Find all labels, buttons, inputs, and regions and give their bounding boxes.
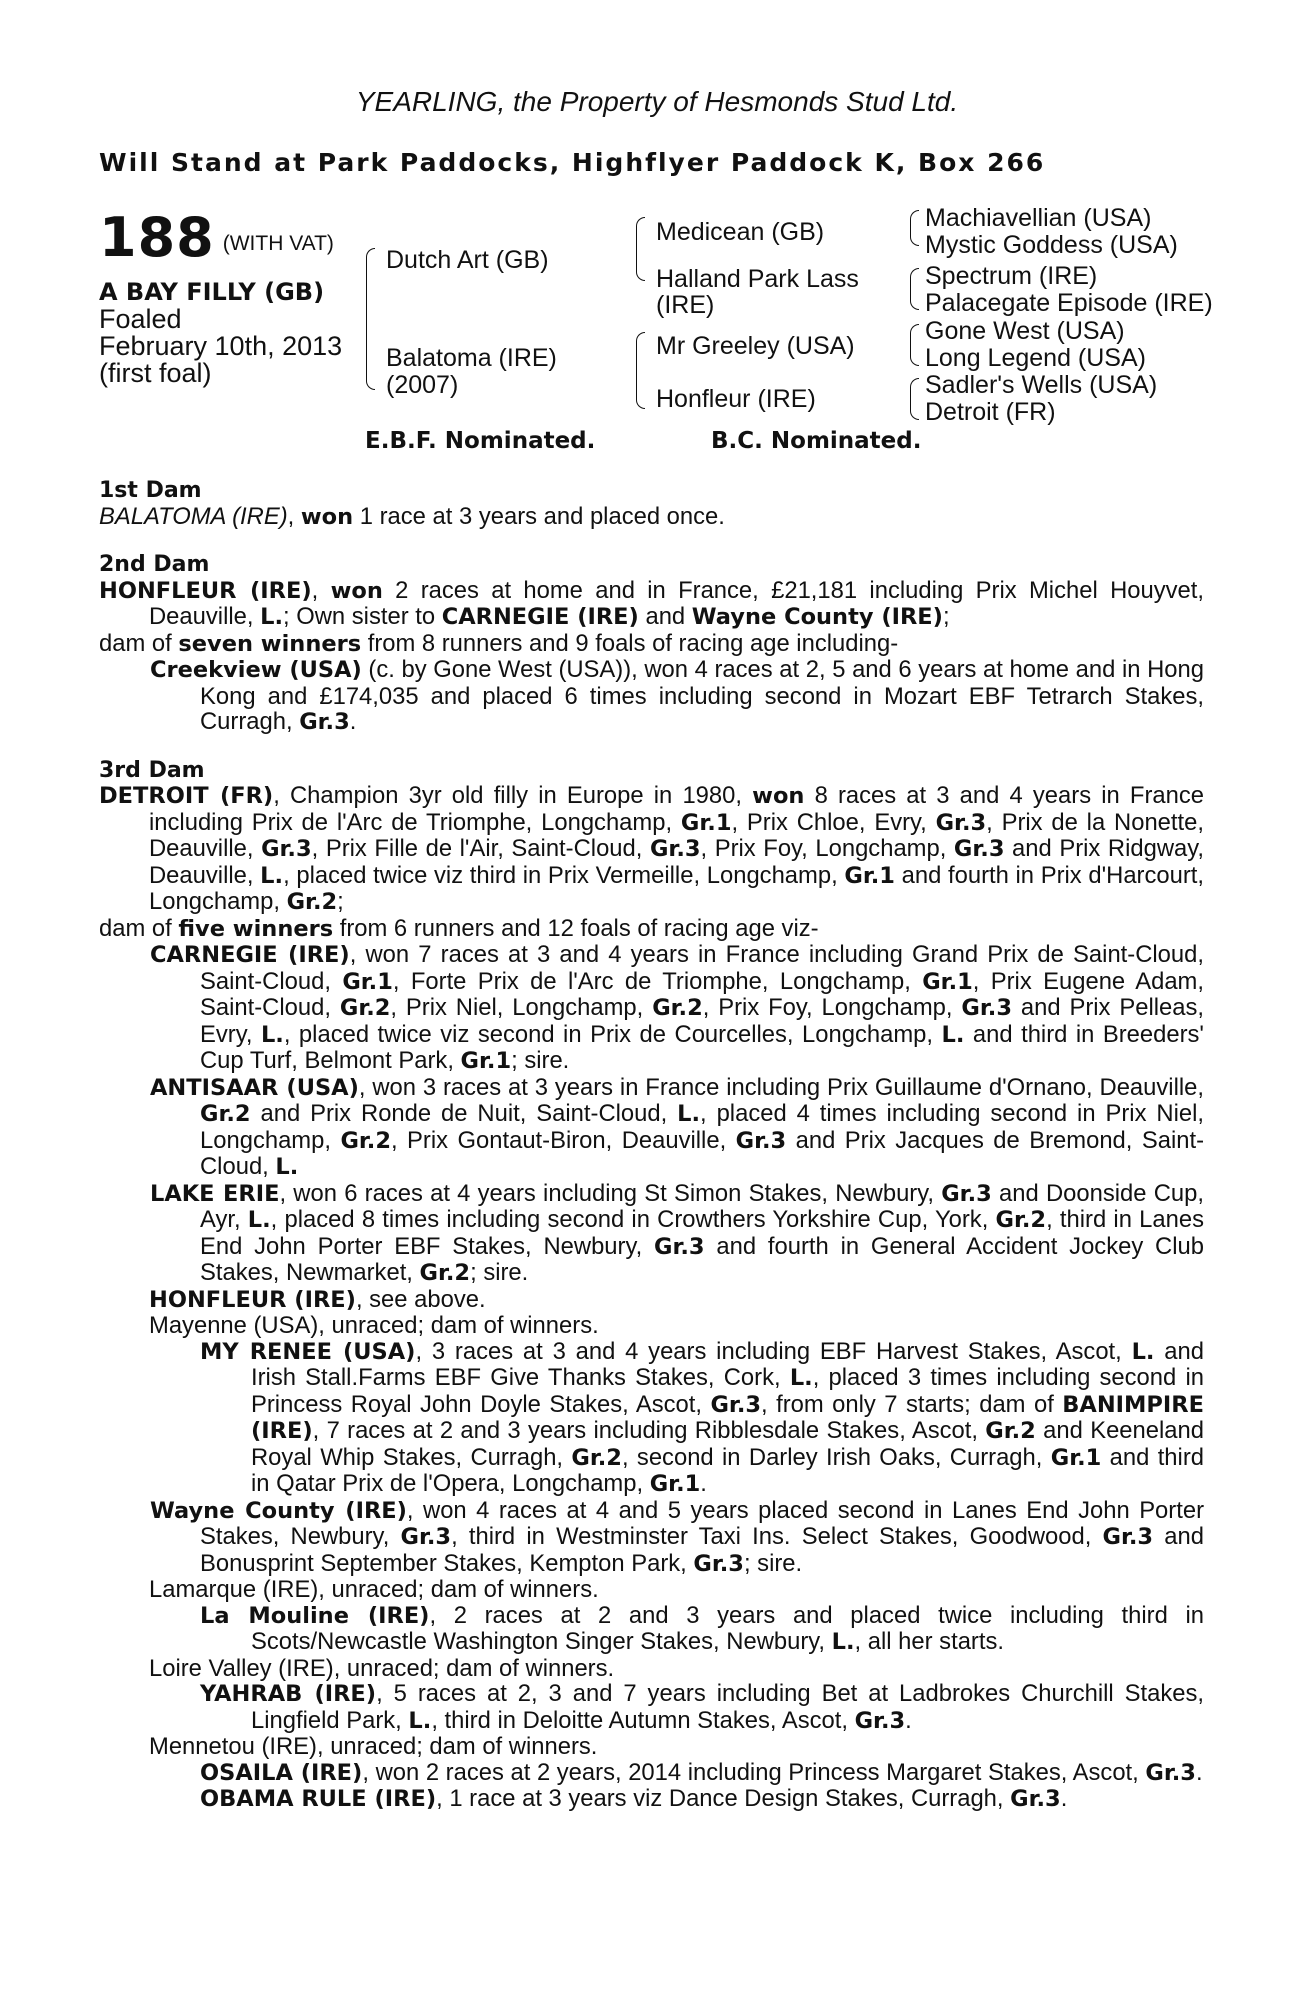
bold-text: L.: [789, 1365, 813, 1391]
foaled-date: February 10th, 2013: [99, 331, 343, 361]
text-run: , Prix Foy, Longchamp,: [702, 994, 962, 1021]
text-run: , from only 7 starts; dam of: [761, 1390, 1063, 1418]
third-dam-paragraph: [99, 1786, 1204, 1813]
stand-location: Will Stand at Park Paddocks, Highflyer Paddock K, Box 266: [99, 148, 1046, 177]
text-run: and Prix Ronde de Nuit, Saint-Cloud,: [250, 1100, 678, 1127]
first-dam-heading: 1st Dam: [99, 478, 202, 503]
dam-dam: Honfleur (IRE): [656, 385, 816, 413]
text-run: and Prix Pelleas, Evry,: [200, 994, 1205, 1048]
bold-text: Gr.3: [1010, 1786, 1061, 1812]
text-run: , won 7 races at 3 and 4 years in France including Grand Prix de Saint-Cloud, Saint-Cloud,: [200, 941, 1204, 995]
second-dam-paragraph: [99, 657, 1204, 736]
dam: Balatoma (IRE): [386, 344, 557, 372]
dam-sire: Mr Greeley (USA): [656, 332, 855, 360]
sire: Dutch Art (GB): [386, 246, 549, 274]
bold-text: MY RENEE (USA): [200, 1338, 416, 1365]
text-run: , won 2 races at 2 years, 2014 including Princess Margaret Stakes, Ascot,: [362, 1758, 1146, 1786]
bold-text: Gr.1: [649, 1471, 701, 1497]
text-run: dam of: [99, 914, 179, 942]
text-run: ; sire.: [470, 1259, 529, 1286]
bold-text: La Mouline (IRE): [200, 1602, 430, 1629]
text-run: .: [700, 1470, 707, 1497]
text-run: , placed 3 times including second in Princess Royal John Doyle Stakes, Ascot,: [251, 1364, 1205, 1418]
text-run: and fourth in Prix d'Harcourt, Longchamp,: [149, 861, 1205, 915]
bold-text: won: [330, 577, 383, 604]
bold-text: Gr.3: [654, 1233, 705, 1260]
bold-text: Gr.3: [941, 1180, 992, 1207]
ebf-nominated: E.B.F. Nominated.: [365, 428, 596, 454]
text-run: , Prix Gontaut-Biron, Deauville,: [391, 1126, 736, 1154]
third-dam-paragraph: [99, 942, 1204, 1075]
grandsire-4: Sadler's Wells (USA): [925, 371, 1158, 399]
bold-text: Gr.3: [261, 836, 312, 862]
bold-text: Gr.2: [571, 1444, 622, 1471]
bold-text: Gr.3: [961, 995, 1012, 1021]
bold-text: Gr.1: [1050, 1444, 1102, 1471]
bold-text: CARNEGIE (IRE): [441, 604, 639, 630]
text-run: , Prix de la Nonette, Deauville,: [149, 808, 1204, 862]
text-run: Loire Valley (IRE), unraced; dam of winners.: [149, 1654, 615, 1682]
third-dam-paragraph: [99, 1656, 1204, 1682]
third-dam-paragraph: [99, 1577, 1204, 1603]
bold-text: HONFLEUR (IRE): [99, 577, 312, 604]
bold-text: BANIMPIRE (IRE): [251, 1391, 1204, 1444]
bold-text: L.: [408, 1707, 432, 1734]
bold-text: CARNEGIE (IRE): [150, 942, 350, 968]
second-dam-heading: 2nd Dam: [99, 552, 210, 577]
text-run: , Champion 3yr old filly in Europe in 1980,: [273, 782, 753, 809]
bold-text: DETROIT (FR): [99, 783, 274, 809]
bold-text: Gr.3: [710, 1391, 762, 1418]
text-run: , 1 race at 3 years viz Dance Design Stakes, Curragh,: [436, 1785, 1011, 1812]
text-run: 1 race at 3 years and placed once.: [353, 502, 725, 530]
third-dam-paragraph: [99, 1075, 1204, 1181]
bold-text: OBAMA RULE (IRE): [200, 1786, 437, 1812]
text-run: and Prix Ridgway, Deauville,: [149, 835, 1205, 889]
bold-text: Gr.1: [680, 809, 732, 836]
third-dam-paragraph: [99, 1603, 1204, 1656]
text-run: ; sire.: [511, 1047, 570, 1074]
bold-text: Gr.2: [995, 1207, 1047, 1233]
text-run: ,: [311, 576, 331, 604]
italic-text: BALATOMA (IRE): [99, 502, 288, 530]
text-run: Mennetou (IRE), unraced; dam of winners.: [149, 1733, 598, 1760]
text-run: , won 4 races at 4 and 5 years placed second in Lanes End John Porter Stakes, Newbury,: [200, 1496, 1204, 1550]
third-dam-heading: 3rd Dam: [99, 757, 205, 783]
text-run: ,: [287, 502, 301, 530]
sire-dam-country: (IRE): [656, 291, 715, 319]
bold-text: Gr.1: [460, 1048, 512, 1074]
text-run: and third in Qatar Prix de l'Opera, Longchamp,: [251, 1443, 1204, 1497]
vat-note: (WITH VAT): [222, 232, 334, 255]
bold-text: Gr.3: [735, 1127, 787, 1154]
text-run: and Doonside Cup, Ayr,: [200, 1179, 1204, 1233]
bold-text: Gr.2: [339, 995, 391, 1021]
bold-text: Gr.3: [935, 809, 987, 836]
text-run: , Prix Fille de l'Air, Saint-Cloud,: [311, 835, 650, 862]
text-run: , second in Darley Irish Oaks, Curragh,: [621, 1443, 1051, 1471]
text-run: .: [349, 708, 357, 735]
text-run: 2 races at home and in France, £21,181 including Prix Michel Houyvet, Deauville,: [149, 576, 1204, 630]
bold-text: five winners: [178, 915, 334, 942]
second-dam-text: [99, 578, 1204, 736]
text-run: dam of: [99, 629, 179, 657]
third-dam-paragraph: [99, 1681, 1204, 1734]
text-run: ; sire.: [743, 1549, 803, 1577]
third-dam-paragraph: [99, 1339, 1204, 1498]
text-run: , 5 races at 2, 3 and 7 years including Bet at Ladbrokes Churchill Stakes, Lingfield Park,: [251, 1680, 1204, 1734]
text-run: and Bonusprint September Stakes, Kempton Park,: [200, 1523, 1204, 1577]
bc-nominated: B.C. Nominated.: [711, 428, 922, 454]
bold-text: YAHRAB (IRE): [200, 1681, 377, 1707]
third-dam-text: [99, 783, 1204, 1813]
text-run: .: [1195, 1758, 1203, 1786]
second-dam-paragraph: [99, 631, 1204, 658]
bold-text: L.: [831, 1629, 855, 1655]
bold-text: Gr.1: [844, 862, 895, 889]
brace: [910, 268, 919, 310]
text-run: Mayenne (USA), unraced; dam of winners.: [149, 1312, 599, 1339]
lot-block: [99, 206, 343, 388]
third-dam-paragraph: [99, 916, 1204, 943]
granddam-1: Mystic Goddess (USA): [925, 231, 1178, 259]
text-run: , placed twice viz second in Prix de Courcelles, Longchamp,: [283, 1020, 942, 1048]
bold-text: Gr.3: [1102, 1524, 1154, 1550]
bold-text: Gr.2: [286, 889, 338, 915]
text-run: , Prix Niel, Longchamp,: [390, 994, 653, 1021]
bold-text: HONFLEUR (IRE): [149, 1286, 356, 1313]
third-dam-paragraph: [99, 1313, 1204, 1339]
text-run: .: [1060, 1785, 1068, 1812]
text-run: 8 races at 3 and 4 years in France including Prix de l'Arc de Triomphe, Longchamp,: [149, 782, 1204, 836]
text-run: , third in Deloitte Autumn Stakes, Ascot,: [431, 1706, 855, 1734]
grandsire-1: Machiavellian (USA): [925, 204, 1152, 232]
text-run: and: [638, 603, 692, 630]
lot-name: A BAY FILLY (GB): [99, 278, 325, 306]
text-run: and Keeneland Royal Whip Stakes, Curragh,: [251, 1417, 1205, 1471]
text-run: and Prix Jacques de Bremond, Saint-Cloud,: [200, 1126, 1205, 1180]
bold-text: Gr.3: [1145, 1759, 1196, 1786]
bold-text: Creekview (USA): [150, 657, 362, 683]
text-run: ; Own sister to: [283, 603, 442, 630]
text-run: .: [905, 1706, 912, 1734]
text-run: , third in Lanes End John Porter EBF Stakes, Newbury,: [200, 1206, 1204, 1260]
text-run: and Irish Stall.Farms EBF Give Thanks Stakes, Cork,: [251, 1337, 1204, 1391]
bold-text: Gr.2: [652, 995, 703, 1021]
produce-record: [99, 478, 1204, 1813]
text-run: ;: [337, 888, 344, 915]
third-dam-paragraph: [99, 783, 1204, 916]
bold-text: Gr.2: [340, 1127, 391, 1154]
text-run: from 8 runners and 9 foals of racing age including-: [361, 629, 899, 657]
catalogue-heading: YEARLING, the Property of Hesmonds Stud Ltd.: [355, 86, 959, 117]
brace: [366, 248, 375, 390]
bold-text: Wayne County (IRE): [691, 604, 943, 630]
text-run: ;: [942, 603, 950, 630]
bold-text: L.: [275, 1154, 299, 1180]
brace: [636, 332, 645, 409]
bold-text: won: [300, 503, 354, 530]
third-dam-paragraph: [99, 1734, 1204, 1760]
text-run: , Forte Prix de l'Arc de Triomphe, Longchamp,: [392, 967, 923, 995]
text-run: , won 3 races at 3 years in France including Prix Guillaume d'Ornano, Deauville,: [358, 1073, 1205, 1101]
bold-text: ANTISAAR (USA): [150, 1074, 359, 1101]
bold-text: Gr.1: [342, 968, 393, 995]
brace: [636, 217, 645, 281]
sire-dam: Halland Park Lass: [656, 265, 859, 293]
text-run: , won 6 races at 4 years including St Simon Stakes, Newbury,: [279, 1179, 942, 1207]
bold-text: L.: [260, 1021, 284, 1048]
text-run: , 2 races at 2 and 3 years and placed twice including third in Scots/Newcastle Washington Singer Stakes, Newbury,: [251, 1601, 1205, 1655]
bold-text: Wayne County (IRE): [150, 1497, 407, 1524]
second-dam-paragraph: [99, 578, 1204, 631]
dam-year: (2007): [386, 371, 459, 399]
granddam-2: Palacegate Episode (IRE): [925, 289, 1213, 317]
text-run: , Prix Eugene Adam, Saint-Cloud,: [200, 967, 1204, 1021]
bold-text: Gr.2: [419, 1260, 471, 1286]
brace: [910, 210, 919, 246]
text-run: and third in Breeders' Cup Turf, Belmont Park,: [200, 1020, 1204, 1074]
text-run: , see above.: [355, 1285, 486, 1313]
brace: [910, 324, 919, 366]
granddam-3: Long Legend (USA): [925, 344, 1146, 372]
bold-text: L.: [260, 862, 284, 889]
text-run: , third in Westminster Taxi Ins. Select Stakes, Goodwood,: [451, 1523, 1103, 1550]
bold-text: Gr.2: [200, 1101, 251, 1127]
first-foal-note: (first foal): [99, 358, 212, 388]
bold-text: won: [752, 783, 805, 809]
text-run: , Prix Chloe, Evry,: [731, 808, 936, 836]
bold-text: Gr.1: [922, 968, 973, 995]
bold-text: L.: [260, 604, 283, 630]
granddam-4: Detroit (FR): [925, 398, 1056, 426]
text-run: (c. by Gone West (USA)), won 4 races at 2, 5 and 6 years at home and in Hong Kong and £174,035 and placed 6 times including second in Mozart EBF Tetrarch Stakes, Curragh,: [200, 656, 1204, 735]
text-run: , placed 8 times including second in Crowthers Yorkshire Cup, York,: [270, 1206, 996, 1233]
foaled-label: Foaled: [99, 304, 182, 334]
sire-sire: Medicean (GB): [656, 218, 825, 246]
grandsire-2: Spectrum (IRE): [925, 262, 1098, 290]
bold-text: L.: [677, 1101, 701, 1127]
bold-text: Gr.3: [693, 1550, 744, 1577]
brace: [910, 378, 919, 420]
bold-text: Gr.3: [953, 836, 1005, 862]
lot-number: 188: [99, 206, 215, 269]
third-dam-paragraph: [99, 1760, 1204, 1787]
bold-text: Gr.3: [400, 1524, 452, 1550]
bold-text: LAKE ERIE: [150, 1180, 280, 1207]
text-run: , 7 races at 2 and 3 years including Ribblesdale Stakes, Ascot,: [312, 1417, 986, 1444]
text-run: , placed twice viz third in Prix Vermeille, Longchamp,: [283, 861, 845, 889]
bold-text: L.: [1131, 1338, 1155, 1365]
text-run: , Prix Foy, Longchamp,: [700, 835, 954, 862]
text-run: Lamarque (IRE), unraced; dam of winners.: [149, 1576, 599, 1603]
bold-text: L.: [247, 1207, 271, 1233]
bold-text: Gr.3: [854, 1707, 906, 1734]
text-run: from 6 runners and 12 foals of racing age viz-: [333, 914, 819, 942]
grandsire-3: Gone West (USA): [925, 317, 1125, 345]
third-dam-paragraph: [99, 1287, 1204, 1314]
bold-text: OSAILA (IRE): [200, 1759, 363, 1786]
bold-text: Gr.3: [649, 836, 701, 862]
text-run: , all her starts.: [854, 1628, 1004, 1655]
third-dam-paragraph: [99, 1498, 1204, 1578]
first-dam-text: [99, 504, 1204, 531]
bold-text: seven winners: [178, 630, 362, 657]
text-run: , placed 4 times including second in Prix Niel, Longchamp,: [200, 1100, 1204, 1154]
bold-text: L.: [941, 1021, 965, 1048]
text-run: , 3 races at 3 and 4 years including EBF Harvest Stakes, Ascot,: [415, 1337, 1132, 1365]
bold-text: Gr.2: [985, 1418, 1036, 1444]
text-run: and fourth in General Accident Jockey Club Stakes, Newmarket,: [200, 1232, 1204, 1286]
bold-text: Gr.3: [299, 709, 350, 735]
third-dam-paragraph: [99, 1181, 1204, 1287]
